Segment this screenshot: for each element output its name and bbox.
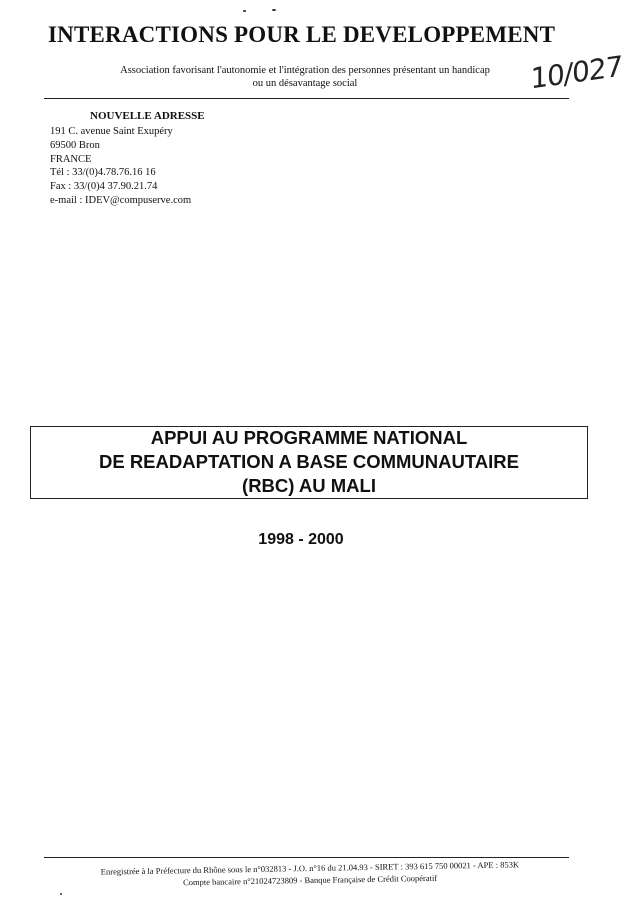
address-fax: Fax : 33/(0)4 37.90.21.74 (50, 181, 158, 193)
tagline-line-2: ou un désavantage social (252, 78, 358, 89)
document-years: 1998 - 2000 (258, 531, 344, 548)
footer-registration: Enregistrée à la Préfecture du Rhône sous le n°032813 - J.O. n°16 du 21.04.93 - SIRET : 393 615 750 00021 - APE : 853K (100, 859, 520, 877)
handwritten-reference: 10/027 (530, 49, 623, 96)
address-country: FRANCE (50, 153, 92, 165)
address-city: 69500 Bron (50, 139, 100, 151)
organization-name: INTERACTIONS POUR LE DEVELOPPEMENT (48, 22, 556, 47)
address-street: 191 C. avenue Saint Exupéry (50, 126, 173, 137)
address-title: NOUVELLE ADRESSE (90, 110, 205, 122)
document-title-box (30, 426, 588, 499)
footer (40, 857, 580, 890)
address-block (50, 125, 191, 208)
address-email: e-mail : IDEV@compuserve.com (50, 194, 192, 206)
scan-speck (243, 10, 246, 12)
address-phone: Tél : 33/(0)4.78.76.16 16 (50, 167, 156, 179)
document-title-line-1: APPUI AU PROGRAMME NATIONAL (150, 427, 468, 448)
document-title-line-2: DE READAPTATION A BASE COMMUNAUTAIRE (98, 451, 519, 472)
footer-bank-account: Compte bancaire n°21024723809 - Banque Française de Crédit Coopératif (182, 872, 438, 888)
header-divider (44, 98, 569, 99)
scan-speck (60, 893, 62, 895)
scan-speck (272, 9, 276, 11)
tagline-line-1: Association favorisant l'autonomie et l'intégration des personnes présentant un handicap (120, 65, 490, 76)
document-title-line-3: (RBC) AU MALI (242, 475, 376, 496)
organization-tagline (90, 64, 520, 90)
